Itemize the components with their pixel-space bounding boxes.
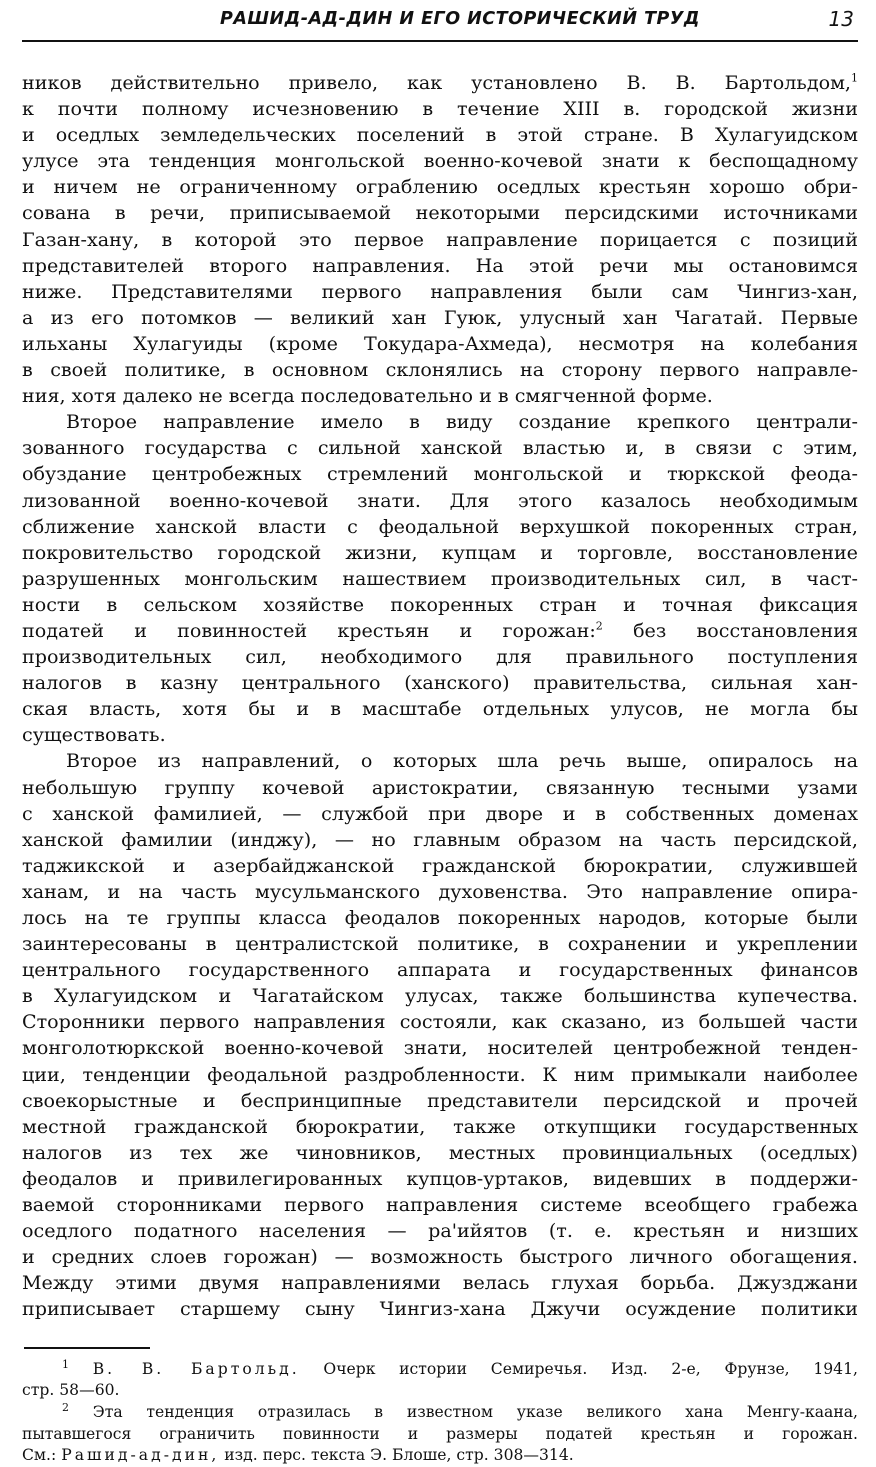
text-line: сована в речи, приписываемой некоторыми персидскими источниками	[22, 201, 858, 225]
text-line: приписывает старшему сыну Чингиз-хана Джучи осуждение политики	[22, 1297, 858, 1321]
text-line: и средних слоев горожан) — возможность быстрого личного обогащения.	[22, 1245, 858, 1269]
text-line: в Хулагуидском и Чагатайском улусах, также большинства купечества.	[22, 984, 858, 1008]
text-line: лизованной военно-кочевой знати. Для этого казалось необходимым	[22, 488, 858, 512]
footnotes	[22, 1359, 858, 1467]
text-line: таджикской и азербайджанской гражданской бюрократии, служившей	[22, 853, 858, 877]
footnote-ref: 1	[851, 71, 858, 85]
footnote-number: 2	[62, 1400, 69, 1414]
text-line: а из его потомков — великий хан Гуюк, улусный хан Чагатай. Первые	[22, 305, 858, 329]
text-line: заинтересованы в централистской политике, в сохранении и укреплении	[22, 932, 858, 956]
footnote-2-cont: См.: Рашид-ад-дин, изд. перс. текста Э. Блоше, стр. 308—314.	[22, 1446, 574, 1465]
text-line: производительных сил, необходимого для правильного поступления	[22, 645, 858, 669]
text-line: ния, хотя далеко не всегда последовательно и в смягченной форме.	[22, 384, 713, 408]
text-line: податей и повинностей крестьян и горожан:$^2$ без восстановления	[22, 618, 858, 642]
text-line: ности в сельском хозяйстве покоренных стран и точная фиксация	[22, 592, 858, 616]
text-line: местной гражданской бюрократии, также откупщики государственных	[22, 1114, 858, 1138]
text-line: сближение ханской власти с феодальной верхушкой покоренных стран,	[22, 514, 858, 538]
text-line: в своей политике, в основном склонялись на сторону первого направле-	[22, 358, 858, 382]
text-line: улусе эта тенденция монгольской военно-кочевой знати к беспощадному	[22, 149, 858, 173]
footnote-2-cont: пытавшегося ограничить повинности и размеры податей крестьян и горожан.	[22, 1424, 858, 1443]
text-line: обуздание центробежных стремлений монгольской и тюркской феода-	[22, 462, 858, 486]
text-line: налогов из тех же чиновников, местных провинциальных (оседлых)	[22, 1140, 858, 1164]
footnote-1: $^1$ В. В. Бартольд. Очерк истории Семиречья. Изд. 2-е, Фрунзе, 1941,	[62, 1357, 858, 1378]
main-text	[22, 70, 858, 1323]
text-line: своекорыстные и беспринципные представители персидской и прочей	[22, 1088, 858, 1112]
text-line: Газан-хану, в которой это первое направление порицается с позиций	[22, 227, 858, 251]
text-line: зованного государства с сильной ханской властью и, в связи с этим,	[22, 436, 858, 460]
footnote-number: 1	[62, 1357, 69, 1371]
text-line: налогов в казну центрального (ханского) правительства, сильная хан-	[22, 671, 858, 695]
footnote-2: $^2$ Эта тенденция отразилась в известном указе великого хана Менгу-каана,	[62, 1400, 858, 1421]
text-line: Второе из направлений, о которых шла речь выше, опиралось на	[66, 749, 858, 773]
text-line: ильханы Хулагуиды (кроме Токудара-Ахмеда), несмотря на колебания	[22, 331, 858, 355]
text-line: разрушенных монгольским нашествием производительных сил, в част-	[22, 566, 858, 590]
text-line: ваемой сторонниками первого направления системе всеобщего грабежа	[22, 1193, 858, 1217]
text-line: ханской фамилии (инджу), — но главным образом на часть персидской,	[22, 827, 858, 851]
text-line: и оседлых земледельческих поселений в этой стране. В Хулагуидском	[22, 123, 858, 147]
footnote-ref: 2	[595, 619, 603, 633]
page-number: 13	[828, 7, 854, 31]
text-line: лось на те группы класса феодалов покоренных народов, которые были	[22, 906, 858, 929]
text-line: центрального государственного аппарата и государственных финансов	[22, 958, 858, 982]
text-line: ников действительно привело, как установлено В. В. Бартольдом,$^1$	[22, 71, 858, 94]
text-line: Сторонники первого направления состояли, как сказано, из большей части	[22, 1010, 858, 1034]
paragraph-2	[22, 409, 858, 748]
text-line: ская власть, хотя бы и в масштабе отдельных улусов, не могла бы	[22, 697, 858, 721]
paragraph-3	[22, 748, 858, 1322]
paragraph-1	[22, 70, 858, 409]
text-line: Второе направление имело в виду создание крепкого централи-	[66, 410, 858, 434]
footnote-author: В. В. Бартольд.	[92, 1359, 300, 1378]
text-line: покровительство городской жизни, купцам и торговле, восстановление	[22, 540, 858, 564]
text-line: существовать.	[22, 723, 166, 747]
text-line: к почти полному исчезновению в течение XIII в. городской жизни	[22, 97, 858, 121]
text-line: монголотюркской военно-кочевой знати, носителей центробежной тенден-	[22, 1036, 858, 1060]
text-line: ханам, и на часть мусульманского духовенства. Это направление опира-	[22, 879, 858, 903]
text-line: ции, тенденции феодальной раздробленности. К ним примыкали наиболее	[22, 1062, 858, 1086]
text-line: феодалов и привилегированных купцов-уртаков, видевших в поддержи-	[22, 1166, 858, 1190]
text-line: представителей второго направления. На этой речи мы остановимся	[22, 253, 858, 277]
running-title: РАШИД-АД-ДИН И ЕГО ИСТОРИЧЕСКИЙ ТРУД	[220, 9, 700, 29]
text-line: небольшую группу кочевой аристократии, связанную тесными узами	[22, 775, 858, 799]
book-page	[22, 0, 858, 1467]
text-line: Между этими двумя направлениями велась глухая борьба. Джузджани	[22, 1271, 858, 1295]
footnote-author: Рашид-ад-дин,	[61, 1446, 220, 1465]
text-line: с ханской фамилией, — службой при дворе и в собственных доменах	[22, 801, 858, 825]
page-header	[22, 0, 858, 42]
footnote-1-cont: стр. 58—60.	[22, 1381, 120, 1400]
text-line: ниже. Представителями первого направления были сам Чингиз-хан,	[22, 279, 858, 303]
text-line: и ничем не ограниченному ограблению оседлых крестьян хорошо обри-	[22, 175, 858, 199]
footnote-divider	[24, 1347, 150, 1349]
text-line: оседлого податного населения — ра'ийятов (т. е. крестьян и низших	[22, 1219, 858, 1243]
